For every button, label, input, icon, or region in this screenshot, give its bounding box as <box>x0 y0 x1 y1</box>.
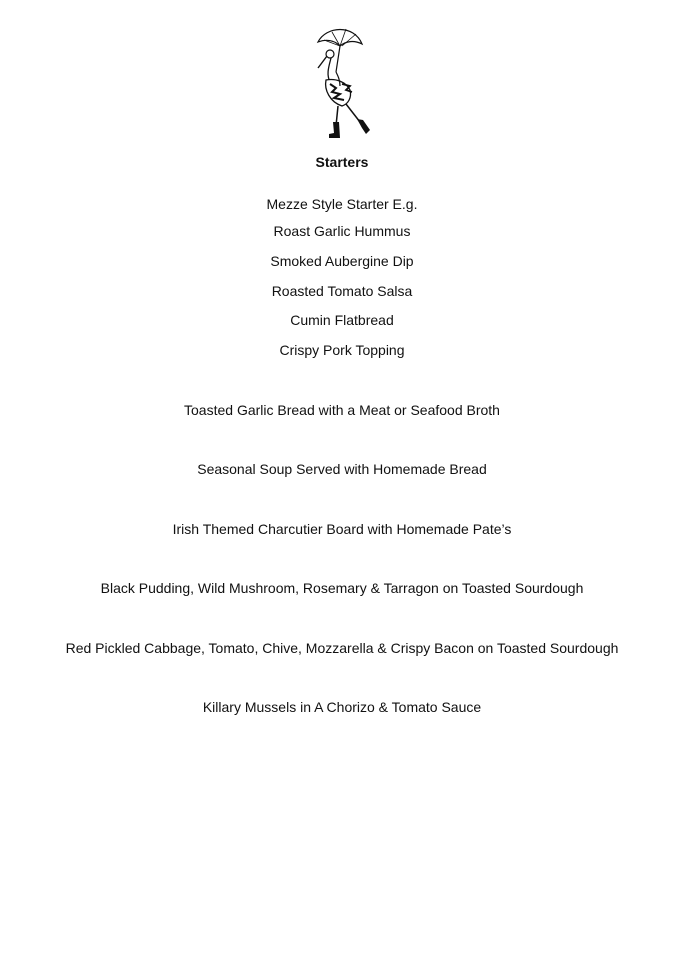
menu-item: Roast Garlic Hummus <box>273 223 411 239</box>
section-title: Starters <box>315 154 369 170</box>
menu-item: Mezze Style Starter E.g. <box>266 196 418 212</box>
menu-item: Red Pickled Cabbage, Tomato, Chive, Mozzarella & Crispy Bacon on Toasted Sourdough <box>65 640 619 656</box>
menu-item: Black Pudding, Wild Mushroom, Rosemary & Tarragon on Toasted Sourdough <box>100 580 584 596</box>
menu-item: Irish Themed Charcutier Board with Homemade Pate’s <box>172 521 512 537</box>
menu-item: Smoked Aubergine Dip <box>270 253 414 269</box>
menu-item: Killary Mussels in A Chorizo & Tomato Sauce <box>202 699 482 715</box>
menu-item: Toasted Garlic Bread with a Meat or Seafood Broth <box>184 402 500 418</box>
menu-item: Cumin Flatbread <box>290 312 394 328</box>
menu-item: Seasonal Soup Served with Homemade Bread <box>197 461 487 477</box>
menu-item: Roasted Tomato Salsa <box>271 283 413 299</box>
heron-with-umbrella-icon <box>296 24 382 142</box>
menu-item: Crispy Pork Topping <box>279 342 405 358</box>
